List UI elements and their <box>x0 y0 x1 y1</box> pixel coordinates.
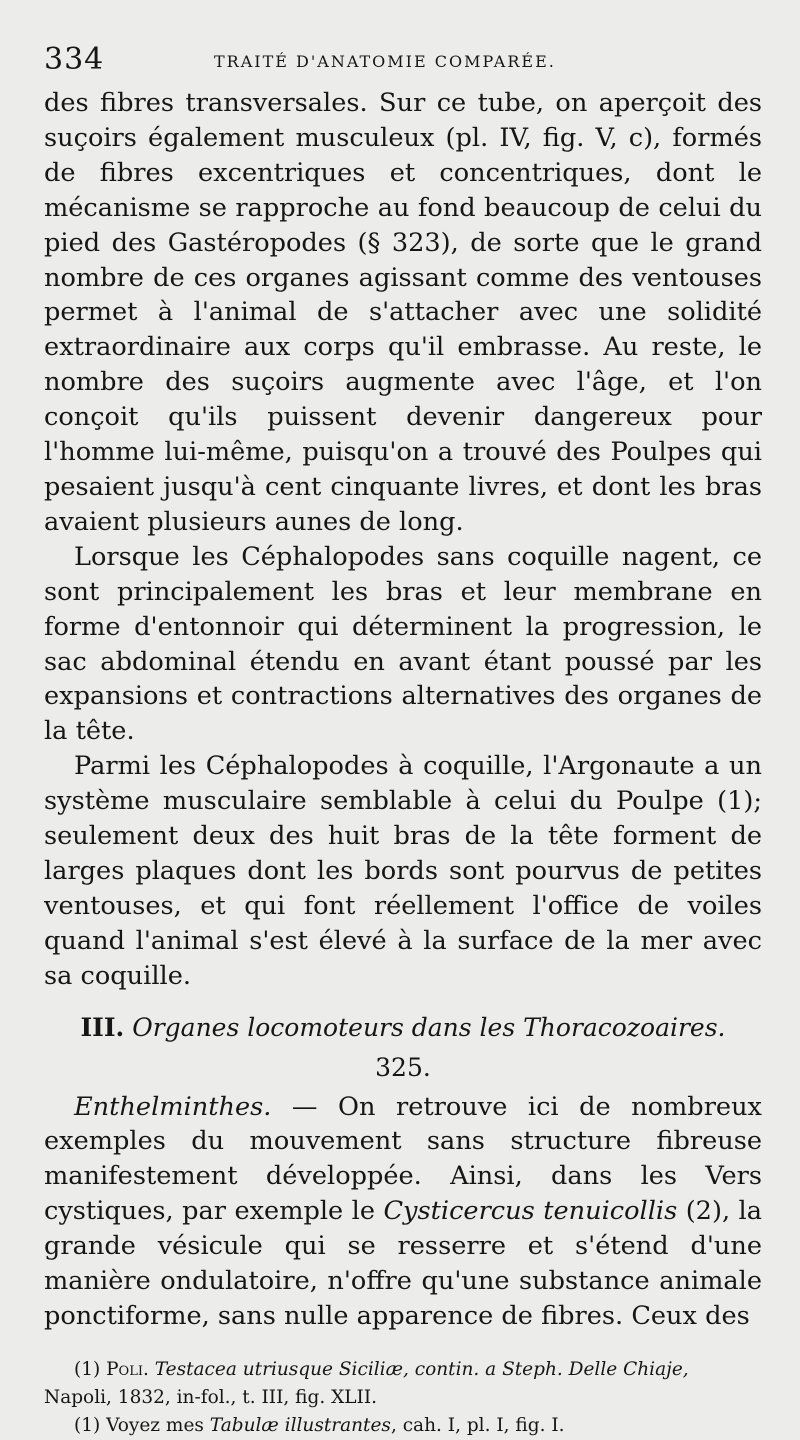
footnotes <box>44 1356 762 1440</box>
paragraph-argonaut: Parmi les Céphalopodes à coquille, l'Argonaute a un système musculaire semblable à celui du Poulpe (1); seulement deux des huit bras de la tête forment de larges plaques dont les bords sont pourvus de petites ventouses, et qui font réellement l'office de voiles quand l'animal s'est élevé à la surface de la mer avec sa coquille. <box>44 751 762 991</box>
section-title: Organes locomoteurs dans les Thoracozoaires. <box>132 1012 726 1042</box>
section-heading <box>44 1010 762 1046</box>
paragraph-enthelminthes <box>44 1090 762 1334</box>
article-number: 325. <box>375 1052 431 1082</box>
paragraph-text-a: — On retrouve ici de nombreux exemples du mouvement sans structure fibreuse manifestement développée. Ainsi, dans les Vers cystiques, par exemple le <box>44 1091 762 1227</box>
footnote-1-rest: Napoli, 1832, in-fol., t. III, fig. XLII. <box>44 1386 378 1408</box>
footnote-2-rest: , cah. I, pl. I, fig. I. <box>390 1414 565 1436</box>
running-head <box>44 38 762 86</box>
section-numeral: III. <box>80 1012 125 1042</box>
page-number: 334 <box>44 42 105 77</box>
footnote-2-lead: Voyez mes <box>106 1414 210 1436</box>
footnote-2-title: Tabulæ illustrantes <box>209 1414 391 1436</box>
paragraph-suckers: des fibres transversales. Sur ce tube, on aperçoit des suçoirs également musculeux (pl. IV, fig. V, c), formés de fibres excentriques et concentriques, dont le mécanisme se rapproche au fond beaucoup de celui du pied des Gastéropodes (§ 323), de sorte que le grand nombre de ces organes agissant comme des ventouses permet à l'animal de s'attacher avec une solidité extraordinaire aux corps qu'il embrasse. Au reste, le nombre des suçoirs augmente avec l'âge, et l'on conçoit qu'ils puissent devenir dangereux pour l'homme lui-même, puisqu'on a trouvé des Poulpes qui pesaient jusqu'à cent cinquante livres, et dont les bras avaient plusieurs aunes de long. <box>44 88 762 537</box>
footnote-1-title: Testacea utriusque Siciliæ, contin. a Steph. Delle Chiaje, <box>148 1358 689 1380</box>
footnote-1-author: Poli. <box>106 1358 149 1380</box>
running-title: TRAITÉ D'ANATOMIE COMPARÉE. <box>214 52 556 71</box>
paragraph-text-b: (2), la grande vésicule qui se resserre et s'étend d'une manière ondulatoire, n'offre qu'une substance animale ponctiforme, sans nulle apparence de fibres. Ceux des <box>44 1196 762 1331</box>
footnote-1 <box>44 1356 762 1412</box>
footnote-2-marker: (1) <box>74 1414 107 1436</box>
paragraph-swimming: Lorsque les Céphalopodes sans coquille nagent, ce sont principalement les bras et leur membrane en forme d'entonnoir qui déterminent la progression, le sac abdominal étendu en avant étant poussé par les expansions et contractions alternatives des organes de la tête. <box>44 541 762 747</box>
species-name: Cysticercus tenuicollis <box>383 1196 678 1227</box>
body-text <box>44 86 762 1334</box>
footnote-1-marker: (1) <box>74 1358 107 1380</box>
paragraph-lead: Enthelminthes. <box>74 1091 272 1122</box>
footnote-2 <box>44 1412 762 1440</box>
